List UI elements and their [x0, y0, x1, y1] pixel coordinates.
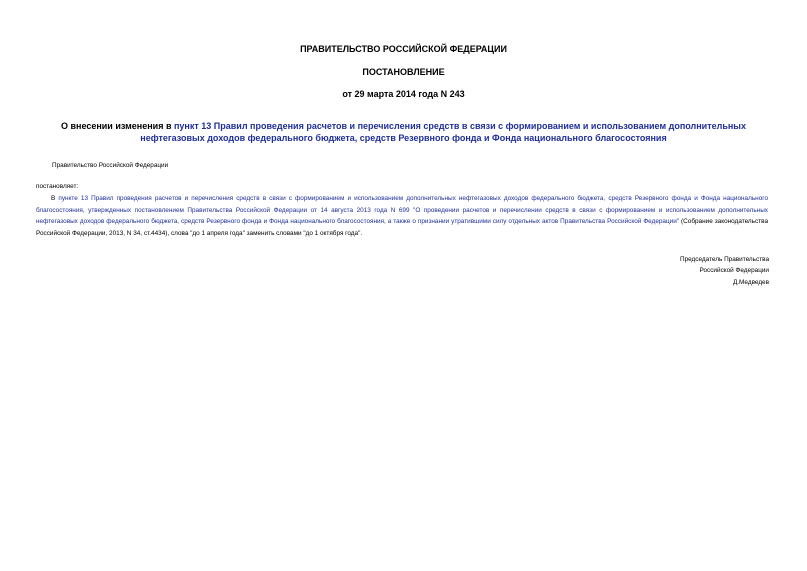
rules-link[interactable]: пункте 13 Правил проведения расчетов и перечисления средств в связи с формированием и использованием дополнительных нефтегазовых доходов федерального бюджета, средств Резервного фонда и Фонда национального благосостояния, утвержденных постановлением Правительства Российской Федерации от 14 августа 2013 года N 699 "О проведении расчетов и перечислении средств в связи с формированием и использованием дополнительных нефтегазовых доходов федерального бюджета, средств Резервного фонда и Фонда национального благосостояния, а также о признании утратившими силу отдельных актов Правительства Российской Федерации" [36, 195, 768, 226]
body-text-start: В [51, 195, 59, 202]
resolves-line: постановляет: [36, 183, 79, 190]
government-line: Правительство Российской Федерации [52, 162, 169, 169]
document-type-heading: ПОСТАНОВЛЕНИЕ [362, 67, 445, 77]
signature-name: Д.Медведев [732, 278, 769, 286]
signature-title: Председатель Правительства [680, 256, 769, 263]
subject-prefix: О внесении изменения в [60, 121, 174, 131]
signature-org: Российской Федерации [699, 267, 769, 275]
document-subject [60, 120, 747, 144]
date-number-heading: от 29 марта 2014 года N 243 [342, 89, 465, 99]
body-paragraph [36, 193, 768, 239]
signature-block [680, 254, 769, 288]
authority-heading: ПРАВИТЕЛЬСТВО РОССИЙСКОЙ ФЕДЕРАЦИИ [300, 44, 507, 54]
subject-link[interactable]: пункт 13 Правил проведения расчетов и перечисления средств в связи с формированием и использованием дополнительных нефтегазовых доходов федерального бюджета, средств Резервного фонда и Фонда национального благосостояния [140, 121, 747, 143]
body-text-end: (Собрание законодательства Российской Федерации, 2013, N 34, ст.4434), слова "до 1 апреля года" заменить словами "до 1 октября года". [36, 218, 768, 237]
